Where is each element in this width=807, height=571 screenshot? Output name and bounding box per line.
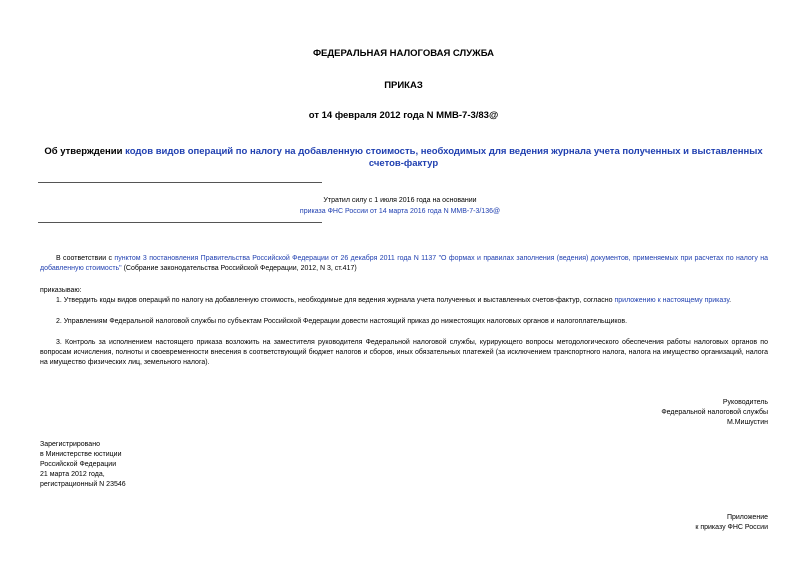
preamble-paragraph: [40, 254, 768, 274]
order-item-2: 2. Управлениям Федеральной налоговой службы по субъектам Российской Федерации довести настоящий приказ до нижестоящих налоговых органов и налогоплательщиков.: [56, 318, 628, 325]
order-item-3: 3. Контроль за исполнением настоящего приказа возложить на заместителя руководителя Федеральной налоговой службы, курирующего вопросы методологического обеспечения работы налоговых органов по вопросам исчисления, полноты и своевременности внесения в соответствующий бюджет налогов и сборов, иных обязательных платежей (за исключением транспортного налога, налога на имущество организаций, налога на имущество физических лиц, земельного налога).: [40, 339, 768, 366]
status-note-line1: Утратил силу с 1 июля 2016 года на основании: [323, 197, 477, 204]
registration-line1: Зарегистрировано: [40, 441, 100, 448]
document-date-number: от 14 февраля 2012 года N ММВ-7-3/83@: [308, 110, 499, 121]
registration-line5: регистрационный N 23546: [40, 481, 126, 488]
divider-top: [38, 182, 322, 183]
appendix-line1: Приложение: [726, 514, 768, 521]
document-type: ПРИКАЗ: [384, 80, 423, 91]
status-note-link[interactable]: приказа ФНС России от 14 марта 2016 года N ММВ-7-3/136@: [299, 208, 501, 215]
order-word: приказываю:: [40, 287, 82, 294]
registration-line4: 21 марта 2012 года,: [40, 471, 105, 478]
preamble-text-end: (Собрание законодательства Российской Федерации, 2012, N 3, ст.417): [121, 265, 357, 272]
appendix-link[interactable]: приложению к настоящему приказу: [614, 297, 730, 304]
title-prefix: Об утверждении: [44, 146, 126, 157]
signature-line1: Руководитель: [722, 399, 768, 406]
preamble-text-start: В соответствии с: [56, 255, 115, 262]
signature-line3: М.Мишустин: [726, 419, 768, 426]
registration-line3: Российской Федерации: [40, 461, 117, 468]
registration-line2: в Министерстве юстиции: [40, 451, 122, 458]
agency-title: ФЕДЕРАЛЬНАЯ НАЛОГОВАЯ СЛУЖБА: [312, 48, 495, 59]
item1-end: .: [729, 297, 732, 304]
order-item-1: [40, 296, 768, 306]
item1-text: 1. Утвердить коды видов операций по налогу на добавленную стоимость, необходимые для ведения журнала учета полученных и выставленных счетов-фактур, согласно: [56, 297, 615, 304]
divider-bottom: [38, 222, 322, 223]
appendix-line2: к приказу ФНС России: [695, 524, 768, 531]
title-link[interactable]: кодов видов операций по налогу на добавленную стоимость, необходимых для ведения журнала учета полученных и выставленных счетов-фактур: [125, 146, 763, 169]
document-title: [40, 146, 767, 170]
preamble-link[interactable]: пунктом 3 постановления Правительства Российской Федерации от 26 декабря 2011 года N 1137 "О формах и правилах заполнения (ведения) документов, применяемых при расчетах по налогу на добавленную стоимость": [40, 255, 768, 272]
signature-line2: Федеральной налоговой службы: [661, 409, 768, 416]
